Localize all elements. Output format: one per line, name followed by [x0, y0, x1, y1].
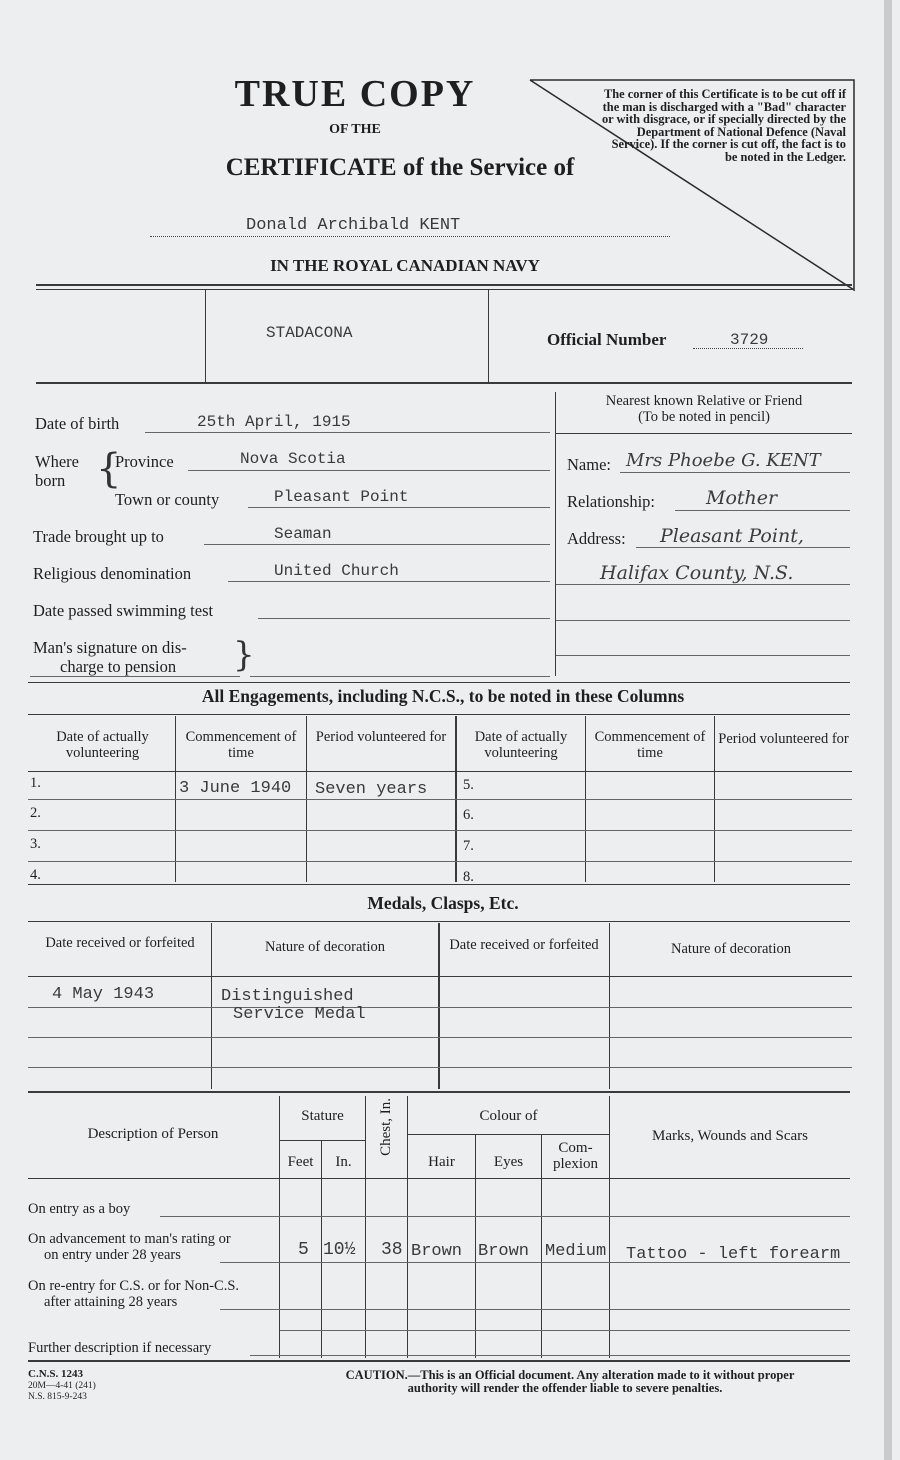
address-line-1 [636, 547, 850, 548]
chest-value: 38 [381, 1240, 403, 1260]
medal-header-4: Nature of decoration [671, 941, 791, 957]
dob-value: 25th April, 1915 [197, 413, 351, 431]
relationship-label: Relationship: [567, 492, 655, 511]
stature-header: Stature [301, 1108, 344, 1124]
medal-header-3: Date received or forfeited [449, 937, 599, 953]
official-number-value: 3729 [730, 331, 769, 349]
medal-row1-nature-1: Distinguished [221, 987, 354, 1006]
address-label: Address: [567, 529, 626, 548]
navy-heading: IN THE ROYAL CANADIAN NAVY [270, 256, 540, 275]
certificate-heading: CERTIFICATE of the Service of [225, 154, 575, 181]
inches-header: In. [335, 1154, 352, 1170]
eng-row-number: 4. [30, 867, 41, 883]
complexion-header-1: Com- [558, 1140, 593, 1156]
print-code-1: 20M—4-41 (241) [28, 1381, 96, 1391]
medals-title: Medals, Clasps, Etc. [367, 893, 519, 913]
corner-notice: The corner of this Certificate is to be cut off if the man is discharged with a "Bad" character or with disgrace, or if specially directed by the Department of National Defence (Naval Service). If the corner is cut off, the fact is to be noted in the Ledger. [601, 87, 846, 164]
eng-header-3: Period volunteered for [315, 729, 447, 745]
relative-name-line [620, 472, 850, 473]
engagements-bottom-rule [28, 884, 850, 885]
colour-header: Colour of [479, 1108, 538, 1124]
official-number-label: Official Number [547, 330, 667, 349]
medal-header-rule [28, 976, 852, 977]
town-label: Town or county [115, 490, 220, 509]
hair-value: Brown [411, 1242, 463, 1261]
feet-header: Feet [287, 1154, 314, 1170]
relative-heading-1: Nearest known Relative or Friend [605, 393, 803, 409]
desc-col-divider-4 [407, 1096, 408, 1358]
row-label-further: Further description if necessary [28, 1340, 212, 1356]
where-born-brace: { [96, 446, 122, 492]
eng-header-6: Period volunteered for [718, 731, 849, 747]
eng-row-number: 5. [463, 777, 474, 793]
town-value: Pleasant Point [274, 488, 409, 506]
relative-name-value: Mrs Phoebe G. KENT [626, 450, 821, 471]
complexion-header-2: plexion [553, 1156, 598, 1172]
dob-label: Date of birth [35, 414, 120, 433]
relative-name-label: Name: [567, 455, 611, 474]
desc-header-rule [28, 1178, 850, 1179]
eng-row-rule-3 [28, 861, 852, 862]
desc-bottom-rule [28, 1360, 850, 1362]
desc-header: Description of Person [87, 1126, 219, 1142]
signature-label-2: charge to pension [60, 657, 177, 676]
form-number: C.N.S. 1243 [28, 1368, 84, 1380]
eng-header-rule [28, 771, 852, 772]
eng-header-1: Date of actually volunteering [56, 729, 149, 761]
row-blank-line [280, 1330, 850, 1331]
province-line [188, 470, 550, 471]
caution-line-1: CAUTION.—This is an Official document. Any alteration made to it without proper [345, 1368, 795, 1382]
relationship-value: Mother [706, 487, 778, 509]
ship-box-right-border [488, 290, 489, 382]
eng-row-number: 1. [30, 775, 41, 791]
eng-row-number: 2. [30, 805, 41, 821]
marks-value: Tattoo - left forearm [626, 1245, 841, 1264]
medals-bottom-rule [28, 1091, 850, 1093]
engagements-title-rule [28, 714, 850, 715]
chest-header: Chest, In. [378, 1098, 394, 1156]
eng-row-number: 3. [30, 836, 41, 852]
hair-header: Hair [428, 1154, 455, 1170]
address-value-1: Pleasant Point, [660, 525, 804, 547]
engagements-title: All Engagements, including N.C.S., to be noted in these Columns [201, 686, 685, 706]
medal-row1-nature-2: Service Medal [233, 1005, 366, 1024]
medal-header-1: Date received or forfeited [45, 935, 195, 951]
row-boy-line [160, 1216, 850, 1217]
religion-value: United Church [274, 562, 399, 580]
medal-header-2: Nature of decoration [265, 939, 385, 955]
medal-row-rule-3 [28, 1067, 852, 1068]
eng-row-rule-2 [28, 830, 852, 831]
medal-row-rule-2 [28, 1037, 852, 1038]
of-the-label: OF THE [329, 122, 381, 137]
signature-label-1: Man's signature on dis- [33, 638, 187, 657]
medals-title-rule [28, 921, 850, 922]
ship-name: STADACONA [266, 324, 353, 342]
eng-row-number: 6. [463, 807, 474, 823]
trade-line [204, 544, 550, 545]
religion-label: Religious denomination [33, 564, 192, 583]
eyes-header: Eyes [493, 1154, 524, 1170]
eng-row-number: 7. [463, 838, 474, 854]
print-code-2: N.S. 815-9-243 [28, 1392, 87, 1402]
relative-blank-line-1 [556, 620, 850, 621]
ship-box-left-border [205, 290, 206, 382]
eng-header-2: Commencement of time [185, 729, 297, 761]
eng-header-4: Date of actually volunteering [474, 729, 568, 761]
swim-test-label: Date passed swimming test [33, 601, 214, 620]
header-rule-2 [36, 289, 852, 290]
eng-row-number: 8. [463, 869, 474, 885]
medal-row-rule-1 [28, 1007, 852, 1008]
row-label-reentry-2: after attaining 28 years [44, 1294, 178, 1310]
where-born-label: Where born [35, 452, 79, 490]
medal-row1-date: 4 May 1943 [52, 985, 155, 1004]
desc-col-divider-2 [321, 1140, 322, 1358]
desc-col-divider-3 [365, 1096, 366, 1358]
engagements-top-rule [28, 682, 850, 683]
town-line [248, 507, 550, 508]
service-member-name: Donald Archibald KENT [246, 216, 461, 235]
relative-blank-line-2 [556, 655, 850, 656]
header-rule [36, 284, 852, 286]
dob-line [145, 432, 550, 433]
eyes-value: Brown [478, 1242, 530, 1261]
signature-brace: } [233, 635, 255, 675]
address-line-2 [556, 584, 850, 585]
row-further-line [250, 1355, 850, 1356]
eng-row-rule-1 [28, 799, 852, 800]
stature-inches-value: 10½ [323, 1240, 356, 1260]
row-label-boy: On entry as a boy [28, 1201, 131, 1217]
desc-col-divider-1 [279, 1096, 280, 1358]
page-edge-shadow [884, 0, 892, 1460]
relationship-line [675, 510, 850, 511]
trade-label: Trade brought up to [33, 527, 164, 546]
trade-value: Seaman [274, 525, 332, 543]
complexion-value: Medium [545, 1242, 607, 1261]
caution-line-2: authority will render the offender liable to severe penalties. [407, 1381, 723, 1395]
relative-heading-2: (To be noted in pencil) [638, 409, 770, 425]
relative-heading-rule [556, 433, 852, 434]
row-label-man-2: on entry under 28 years [44, 1247, 181, 1263]
personal-section-rule [36, 382, 852, 384]
row-label-reentry-1: On re-entry for C.S. or for Non-C.S. [28, 1278, 240, 1294]
marks-header: Marks, Wounds and Scars [652, 1128, 808, 1144]
stature-subrule [280, 1140, 365, 1141]
eng-row1-period: Seven years [315, 780, 428, 799]
province-value: Nova Scotia [240, 450, 346, 468]
document-title: TRUE COPY [234, 73, 476, 115]
eng-row1-commencement: 3 June 1940 [179, 779, 292, 798]
religion-line [228, 581, 550, 582]
colour-subrule [408, 1134, 609, 1135]
relative-divider [555, 392, 556, 676]
swim-test-line [258, 618, 550, 619]
eng-header-5: Commencement of time [594, 729, 706, 761]
stature-feet-value: 5 [298, 1240, 309, 1260]
signature-line [250, 676, 550, 677]
province-label: Province [115, 452, 174, 471]
row-reentry-line [220, 1309, 850, 1310]
row-label-man-1: On advancement to man's rating or [28, 1231, 231, 1247]
address-value-2: Halifax County, N.S. [600, 562, 794, 584]
signature-line-left [30, 676, 240, 677]
